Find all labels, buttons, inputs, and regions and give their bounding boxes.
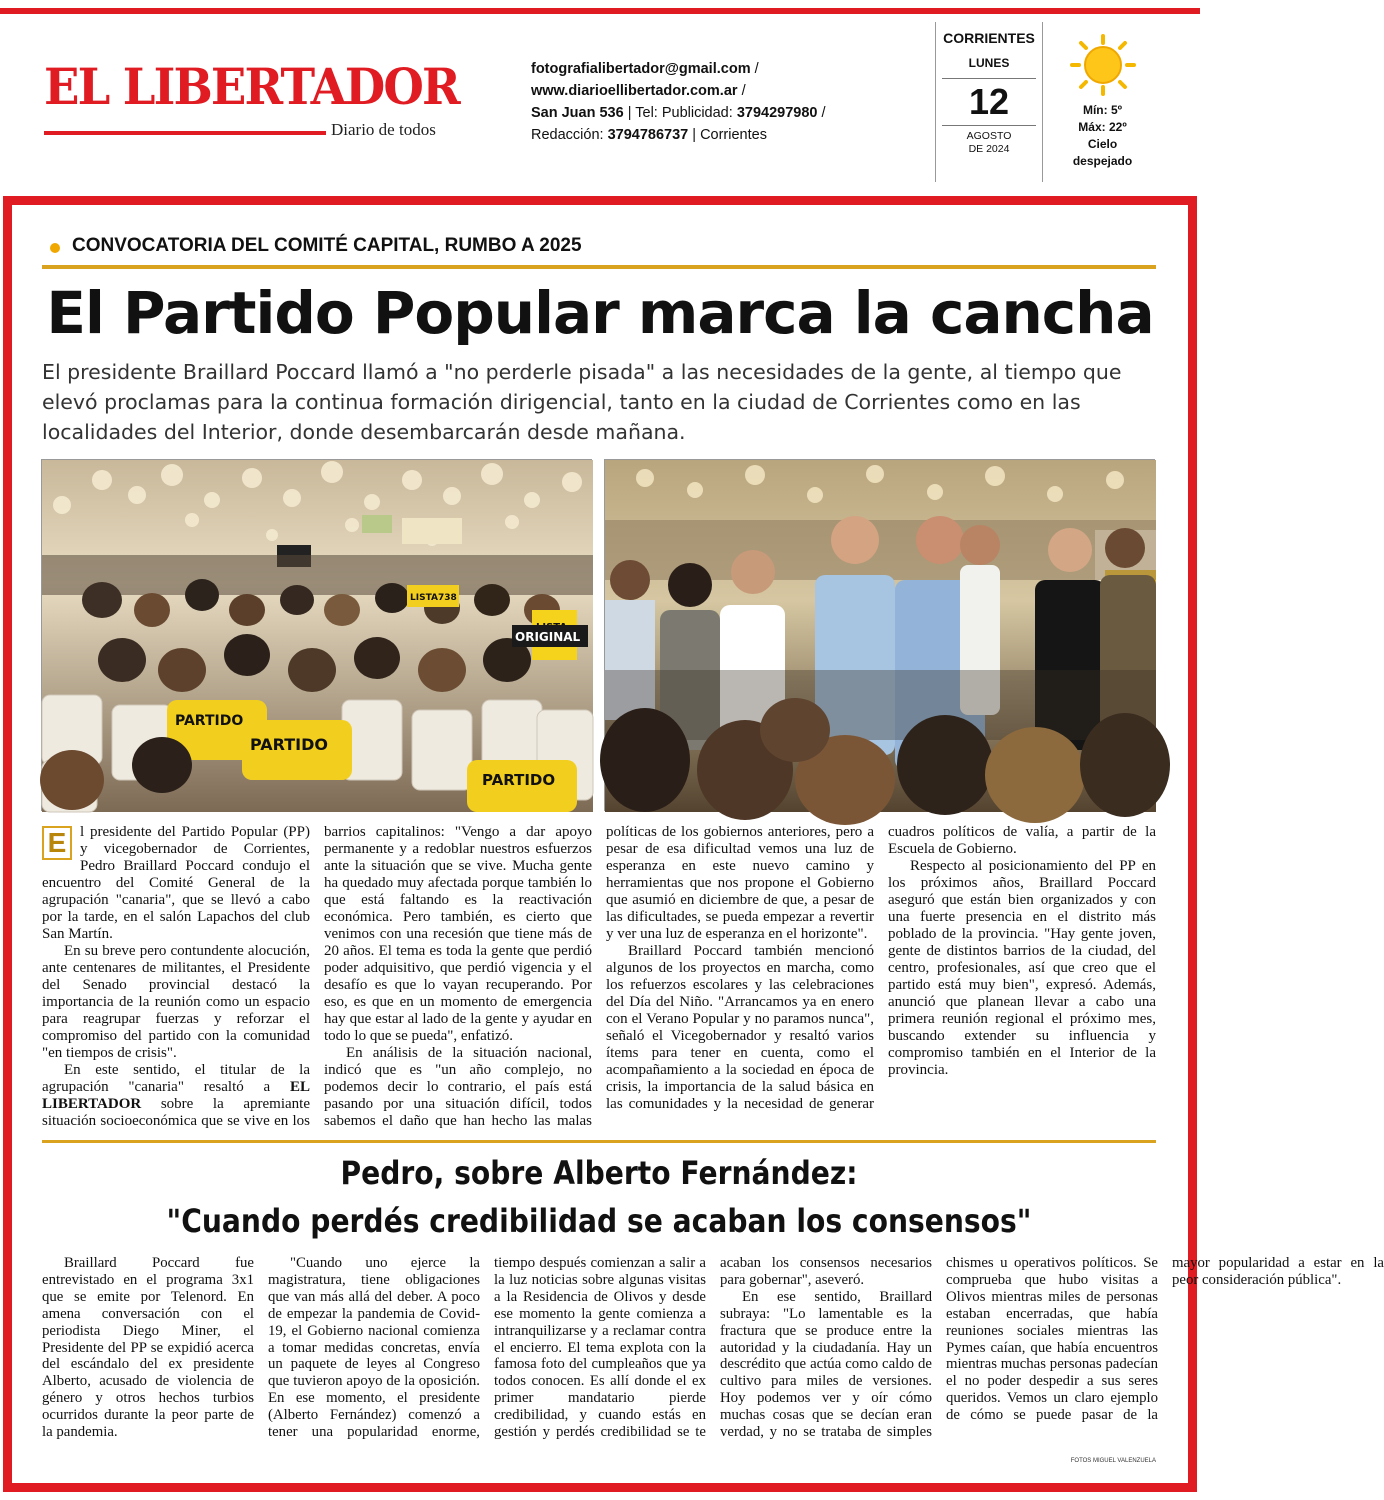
- article-paragraph-1: E l presidente del Partido Popular (PP) y vicegobernador de Corrientes, Pedro Braillard Poccard condujo el encuentro del Comité General de la agrupación "canaria", que se llevó a cabo por la tarde, en el salón Lapachos del club San Martín.: [42, 824, 310, 942]
- second-article-body: [42, 1255, 1384, 1455]
- weather-sky-1: Cielo: [1087, 137, 1118, 151]
- shirt-text-2: PARTIDO: [250, 735, 328, 754]
- date-weekday: LUNES: [968, 56, 1010, 70]
- second-paragraph-1: Braillard Poccard fue entrevistado en el programa 3x1 que se emite por Telenord. En amena conversación con el periodista Diego Miner, el Presidente del PP se expidió acerca del escándalo del ex presidente Alberto, acusado de violencia de género y otros hechos turbios ocurridos durante la peor parte de la pandemia.: [42, 1255, 254, 1441]
- article-paragraph-5: Braillard Poccard también mencionó algunos de los proyectos en marcha, como los refuerzos escolares y las celebraciones del Día del Niño. "Arrancamos ya en enero con el Verano Popular y no paramos nunca", señaló el Vicegobernador y resaltó varios ítems para tener en cuenta, como el acompañamiento a la sociedad en época de crisis, la importancia de la salud básica en las comunidades y la necesidad de generar cuadros políticos de valía, a partir de la Escuela de Gobierno.: [606, 824, 1156, 1112]
- contact-address: San Juan 536: [531, 105, 624, 121]
- article-paragraph-3: En este sentido, el titular de la agrupación "canaria" resaltó a EL LIBERTADOR sobre la apremiante situación socioeconómica que se vive en los barrios capitalinos: "Vengo a dar apoyo permanente y a redoblar nuestros esfuerzos ante la situación que se vive. Mucha gente ha quedado muy afectada porque también lo que está faltando es la reactivación económica. Pero también, es cierto que venimos con una recesión que tiene más de 20 años. El tema es toda la gente que perdió poder adquisitivo, que perdió vigencia y el desafío es que lo vayan recuperando. Por eso, es que en un momento de emergencia hay que estar al lado de la gente y ayudar en todo lo que se pueda", enfatizó.: [42, 824, 592, 1129]
- newspaper-name-mention: EL LIBERTADOR: [42, 1079, 310, 1112]
- weather-min: Mín: 5º: [1082, 103, 1123, 117]
- subheadline: El presidente Braillard Poccard llamó a "no perderle pisada" a las necesidades de la gente, al tiempo que elevó proclamas para la continua formación dirigencial, tanto en la ciudad de Corrientes como en las localidades del Interior, donde desembarcarán desde mañana.: [42, 360, 1122, 444]
- kicker-rule: [42, 265, 1156, 269]
- shirt-text-3: PARTIDO: [482, 771, 556, 789]
- second-paragraph-2: "Cuando uno ejerce la magistratura, tiene obligaciones que van más allá del deber. A poco de empezar la pandemia de Covid-19, el Gobierno nacional comienza a tomar medidas concretas, envía un paquete de leyes al Congreso que tuvieron apoyo de la oposición. En ese momento, el presidente (Alberto Fernández) comenzó a tener una popularidad enorme, tiempo después comienzan a salir a la luz noticias sobre algunas visitas a la Residencia de Olivos y desde ese momento la gente comienza a intranquilizarse y a reclamar contra el encierro. El tema explota con la famosa foto del cumpleaños que ya todos conocen. Es allí donde el ex primer mandatario pierde credibilidad, y cuando estás en gestión y perdés credibilidad se te acaban los consensos necesarios para gobernar", aseveró.: [268, 1255, 932, 1441]
- second-paragraph-3: En ese sentido, Braillard subraya: "Lo lamentable es la fractura que se produce entre la autoridad y la ciudadanía. Hay un descrédito que actúa como caldo de cultivo para miles de versiones. Hoy podemos ver y oír cómo muchas cosas que se decían eran verdad, y no se trataba de simples chismes u operativos políticos. Se comprueba que hubo visitas a Olivos mientras miles de personas estaban encerradas, que había reuniones sociales mientras las Pymes caían, que había encuentros mientras muchas personas padecían el no poder despedir a sus seres queridos. Vemos un claro ejemplo de cómo se puede pasar de la mayor popularidad a estar en la peor consideración pública".: [720, 1255, 1384, 1441]
- audience-photo-image: [42, 460, 593, 812]
- contact-city: Corrientes: [700, 127, 767, 143]
- second-headline-line-1: Pedro, sobre Alberto Fernández:: [340, 1154, 858, 1192]
- masthead-name: EL LIBERTADOR: [44, 57, 459, 116]
- sun-icon: [1067, 34, 1139, 96]
- masthead-rule: [44, 131, 326, 135]
- shirt-text-1: PARTIDO: [175, 713, 244, 729]
- sign-text-2: ORIGINAL: [515, 630, 581, 644]
- publicity-phone: 3794297980: [736, 105, 818, 121]
- weather-box: [1050, 34, 1155, 169]
- main-article-body: [42, 824, 1156, 1132]
- date-day-number: 12: [942, 78, 1036, 126]
- page-header: [0, 14, 1200, 186]
- contact-website[interactable]: www.diarioellibertador.com.ar: [531, 83, 738, 99]
- newsroom-label: Redacción:: [531, 127, 604, 143]
- kicker: [42, 235, 1156, 269]
- sign-text-3: LISTA738: [410, 593, 457, 603]
- date-city: CORRIENTES: [943, 30, 1035, 46]
- contact-email[interactable]: fotografialibertador@gmail.com: [531, 61, 751, 77]
- section-divider: [42, 1140, 1156, 1143]
- headline: El Partido Popular marca la cancha: [46, 279, 1154, 347]
- date-box: [935, 22, 1043, 182]
- photo-speakers[interactable]: [604, 459, 1155, 811]
- second-headline-line-2: "Cuando perdés credibilidad se acaban los consensos": [166, 1202, 1032, 1240]
- photo-audience[interactable]: [41, 459, 592, 811]
- publicity-label: Tel: Publicidad:: [635, 105, 733, 121]
- speakers-photo-image: [605, 460, 1156, 812]
- kicker-bullet: [50, 243, 60, 253]
- article-paragraph-2: En su breve pero contundente alocución, ante centenares de militantes, el Presidente del Senado provincial destacó la importancia de la reunión como un espacio para reagrupar fuerzas y reforzar el compromiso del partido con la comunidad "en tiempos de crisis".: [42, 943, 310, 1061]
- masthead-tagline: Diario de todos: [331, 120, 436, 139]
- drop-cap: E: [42, 826, 72, 860]
- weather-max: Máx: 22º: [1078, 120, 1127, 134]
- date-month: AGOSTO DE 2024: [966, 130, 1012, 155]
- photo-credit: FOTOS MIGUEL VALENZUELA: [1070, 1458, 1156, 1464]
- article-paragraph-4: En análisis de la situación nacional, indicó que es "un año complejo, no podemos decir lo contrario, el país está pasando por una situación difícil, todos sabemos el daño que han hecho las malas políticas de los gobiernos anteriores, pero a pesar de esa dificultad vemos una luz de esperanza en este nuevo camino y herramientas que nos propone el Gobierno que asumió en diciembre de que, a pesar de las dificultades, se pueda empezar a revertir y ver una luz de esperanza en el horizonte".: [324, 824, 874, 1129]
- contact-info: fotografialibertador@gmail.com / www.diarioellibertador.com.ar / San Juan 536 | Tel: Publicidad: 3794297980 / Redacción: 3794786737 | Corrientes: [531, 61, 826, 143]
- kicker-text: CONVOCATORIA DEL COMITÉ CAPITAL, RUMBO A 2025: [72, 235, 582, 256]
- newsroom-phone: 3794786737: [607, 127, 689, 143]
- weather-sky-2: despejado: [1072, 154, 1133, 168]
- article-paragraph-6: Respecto al posicionamiento del PP en los próximos años, Braillard Poccard aseguró que están bien organizados y con una fuerte presencia en el distrito más poblado de la provincia. "Hay gente joven, gente de distintos barrios de la ciudad, del centro, profesionales, así que creo que el partido está muy bien", expresó. Además, anunció que planean llevar a cabo una primera reunión regional el próximo mes, buscando extender su influencia y compromiso también en el Interior de la provincia.: [888, 858, 1156, 1078]
- masthead[interactable]: [44, 57, 459, 139]
